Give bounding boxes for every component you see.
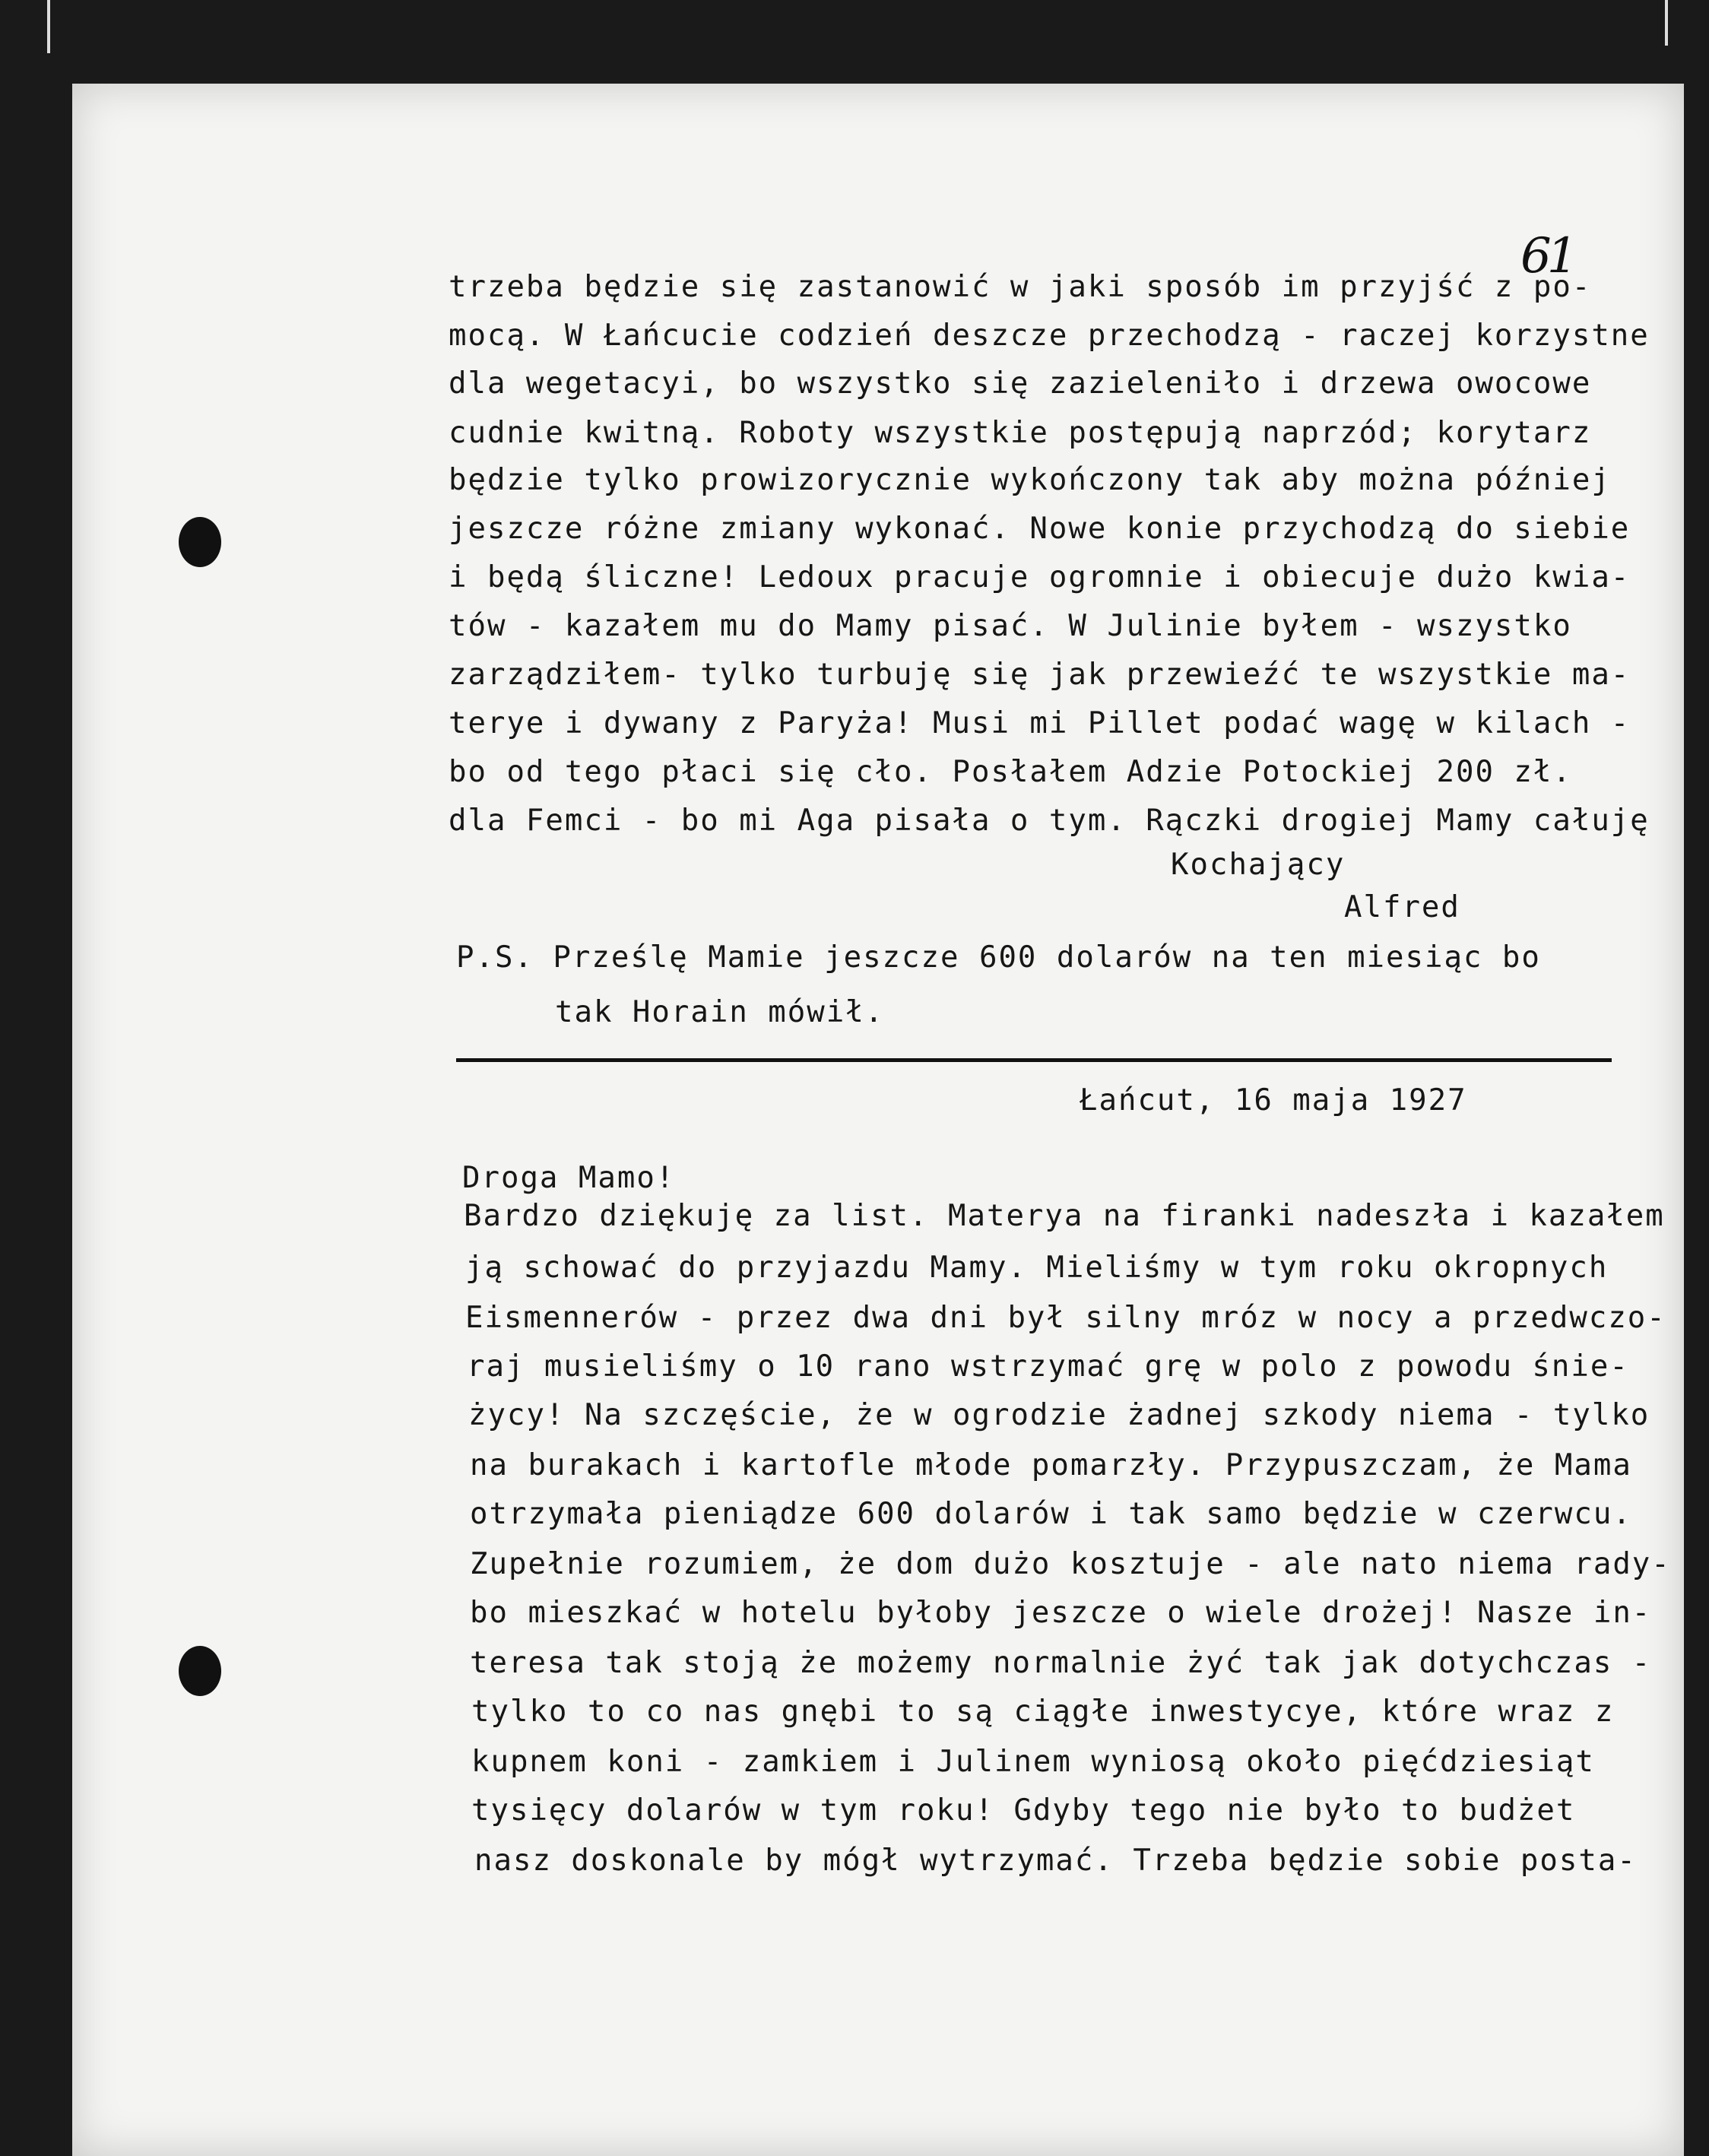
punch-hole <box>179 1646 221 1696</box>
text-line: jeszcze różne zmiany wykonać. Nowe konie przychodzą do siebie <box>449 512 1631 546</box>
text-line: będzie tylko prowizorycznie wykończony tak aby można później <box>449 463 1611 497</box>
text-line: terye i dywany z Paryża! Musi mi Pillet podać wagę w kilach - <box>449 706 1631 740</box>
postscript-line: P.S. Prześlę Mamie jeszcze 600 dolarów na ten miesiąc bo <box>456 940 1541 975</box>
text-line: zarządziłem- tylko turbuję się jak przewieźć te wszystkie ma- <box>449 658 1631 692</box>
text-line: bo mieszkać w hotelu byłoby jeszcze o wiele drożej! Nasze in- <box>470 1596 1652 1630</box>
text-line: nasz doskonale by mógł wytrzymać. Trzeba będzie sobie posta- <box>474 1844 1637 1878</box>
text-line: mocą. W Łańcucie codzień deszcze przechodzą - raczej korzystne <box>449 319 1650 353</box>
separator-rule <box>456 1058 1612 1062</box>
text-line: tów - kazałem mu do Mamy pisać. W Julinie byłem - wszystko <box>449 609 1572 643</box>
text-line: tylko to co nas gnębi to są ciągłe inwestycye, które wraz z <box>471 1695 1615 1729</box>
text-line: życy! Na szczęście, że w ogrodzie żadnej szkody niema - tylko <box>468 1398 1650 1432</box>
film-edge-mark <box>1665 0 1668 46</box>
punch-hole <box>179 517 221 567</box>
text-line: Zupełnie rozumiem, że dom dużo kosztuje - ale nato niema rady- <box>470 1547 1671 1581</box>
text-line: teresa tak stoją że możemy normalnie żyć tak jak dotychczas - <box>470 1646 1652 1680</box>
text-line: ją schować do przyjazdu Mamy. Mieliśmy w tym roku okropnych <box>465 1251 1609 1285</box>
text-line: kupnem koni - zamkiem i Julinem wyniosą około pięćdziesiąt <box>471 1745 1595 1779</box>
film-edge-mark <box>47 0 50 53</box>
page-number: 61 <box>1520 228 1574 284</box>
text-line: bo od tego płaci się cło. Posłałem Adzie Potockiej 200 zł. <box>449 755 1572 789</box>
postscript-line: tak Horain mówił. <box>555 995 885 1029</box>
text-line: i będą śliczne! Ledoux pracuje ogromnie i obiecuje dużo kwia- <box>449 560 1631 594</box>
text-line: tysięcy dolarów w tym roku! Gdyby tego nie było to budżet <box>471 1793 1576 1828</box>
text-line: na burakach i kartofle młode pomarzły. Przypuszczam, że Mama <box>470 1448 1632 1482</box>
text-line: cudnie kwitną. Roboty wszystkie postępują naprzód; korytarz <box>449 416 1592 450</box>
text-line: dla wegetacyi, bo wszystko się zazieleniło i drzewa owocowe <box>449 366 1592 401</box>
text-line: Eismennerów - przez dwa dni był silny mróz w nocy a przedwczo- <box>465 1301 1666 1335</box>
salutation: Droga Mamo! <box>462 1161 676 1195</box>
text-line: raj musieliśmy o 10 rano wstrzymać grę w polo z powodu śnie- <box>467 1349 1629 1384</box>
signature: Alfred <box>1344 890 1460 924</box>
closing: Kochający <box>1171 848 1346 882</box>
text-line: trzeba będzie się zastanowić w jaki sposób im przyjść z po- <box>449 270 1592 304</box>
text-line: Bardzo dziękuję za list. Materya na firanki nadeszła i kazałem <box>464 1199 1665 1233</box>
text-line: dla Femci - bo mi Aga pisała o tym. Rączki drogiej Mamy całuję <box>449 804 1650 838</box>
place-date: Łańcut, 16 maja 1927 <box>1080 1083 1467 1118</box>
text-line: otrzymała pieniądze 600 dolarów i tak samo będzie w czerwcu. <box>470 1497 1632 1531</box>
